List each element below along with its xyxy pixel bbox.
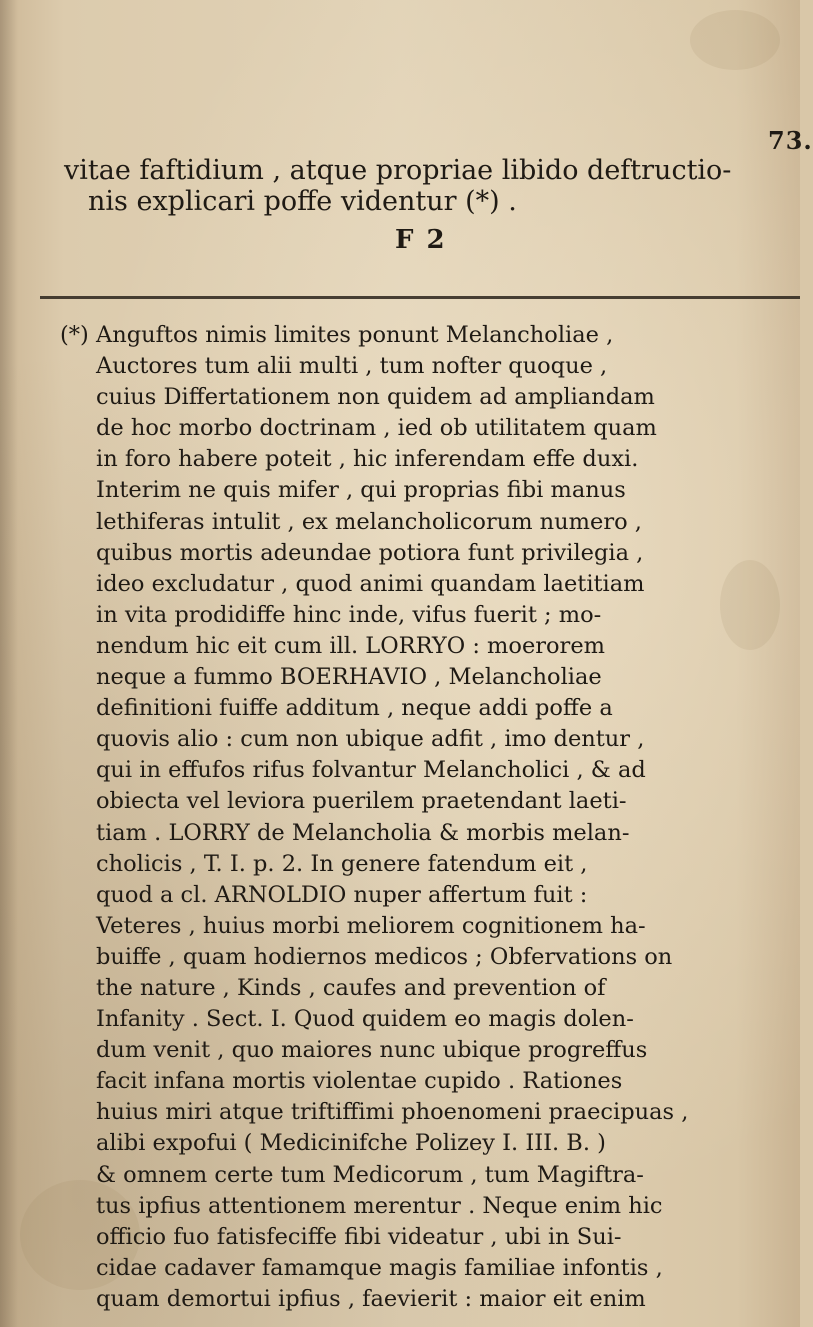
footnote-line: de hoc morbo doctrinam , ied ob utilitatem quam bbox=[96, 415, 657, 442]
footnote-line: tus ipfius attentionem merentur . Neque enim hic bbox=[96, 1192, 663, 1219]
footnote-block bbox=[60, 320, 800, 1315]
footnote-line: huius miri atque triftiffimi phoenomeni praecipuas , bbox=[96, 1099, 689, 1126]
footnote-line: facit infana mortis violentae cupido . Rationes bbox=[96, 1068, 623, 1095]
paper-stain bbox=[690, 10, 780, 70]
footnote-line: definitioni fuiffe additum , neque addi poffe a bbox=[96, 695, 613, 722]
main-text-line: vitae faftidium , atque propriae libido deftructio- bbox=[64, 155, 732, 186]
main-text-block bbox=[64, 155, 764, 217]
footnote-line: alibi expofui ( Medicinifche Polizey I. III. B. ) bbox=[96, 1130, 606, 1157]
footnote-line: obiecta vel leviora puerilem praetendant laeti- bbox=[96, 788, 627, 815]
footnote-line: cidae cadaver famamque magis familiae infontis , bbox=[96, 1254, 663, 1281]
footnote-line: quovis alio : cum non ubique adfit , imo dentur , bbox=[96, 726, 645, 753]
footnote-line: in foro habere poteit , hic inferendam effe duxi. bbox=[96, 446, 639, 473]
footnote-line: neque a fummo BOERHAVIO , Melancholiae bbox=[96, 664, 602, 691]
footnote-line: the nature , Kinds , caufes and prevention of bbox=[96, 974, 606, 1001]
footnote-line: lethiferas intulit , ex melancholicorum numero , bbox=[96, 508, 642, 535]
footnote-line: cholicis , T. I. p. 2. In genere fatendum eit , bbox=[96, 850, 588, 877]
footnote-line: quibus mortis adeundae potiora funt privilegia , bbox=[96, 539, 644, 566]
footnote-line: quam demortui ipfius , faevierit : maior eit enim bbox=[96, 1285, 646, 1312]
footnote-line: Interim ne quis mifer , qui proprias fibi manus bbox=[96, 477, 626, 504]
signature-mark: F 2 bbox=[395, 225, 447, 255]
footnote-line: buiffe , quam hodiernos medicos ; Obfervations on bbox=[96, 943, 673, 970]
footnote-line: in vita prodidiffe hinc inde, vifus fuerit ; mo- bbox=[96, 601, 602, 628]
footnote-line: Veteres , huius morbi meliorem cognitionem ha- bbox=[96, 912, 646, 939]
binding-shadow bbox=[0, 0, 18, 1327]
footnote-line: qui in effufos rifus folvantur Melancholici , & ad bbox=[96, 757, 646, 784]
page-number: 73. bbox=[768, 126, 813, 155]
footnote-line: ideo excludatur , quod animi quandam laetitiam bbox=[96, 570, 645, 597]
footnote-line: Infanity . Sect. I. Quod quidem eo magis dolen- bbox=[96, 1006, 634, 1033]
footnote-separator-rule bbox=[40, 296, 800, 299]
footnote-line: dum venit , quo maiores nunc ubique progreffus bbox=[96, 1037, 648, 1064]
footnote-line: nendum hic eit cum ill. LORRYO : moerorem bbox=[96, 632, 605, 659]
footnote-line: (*) Anguftos nimis limites ponunt Melancholiae , bbox=[60, 322, 614, 348]
main-text-line: nis explicari poffe videntur (*) . bbox=[88, 186, 517, 217]
footnote-line: & omnem certe tum Medicorum , tum Magiftra- bbox=[96, 1161, 644, 1188]
footnote-line: tiam . LORRY de Melancholia & morbis melan- bbox=[96, 819, 630, 846]
footnote-line: quod a cl. ARNOLDIO nuper affertum fuit : bbox=[96, 881, 588, 908]
footnote-line: officio fuo fatisfeciffe fibi videatur , ubi in Sui- bbox=[96, 1223, 622, 1250]
footnote-line: cuius Differtationem non quidem ad ampliandam bbox=[96, 384, 655, 411]
footnote-line: Auctores tum alii multi , tum nofter quoque , bbox=[96, 353, 608, 380]
